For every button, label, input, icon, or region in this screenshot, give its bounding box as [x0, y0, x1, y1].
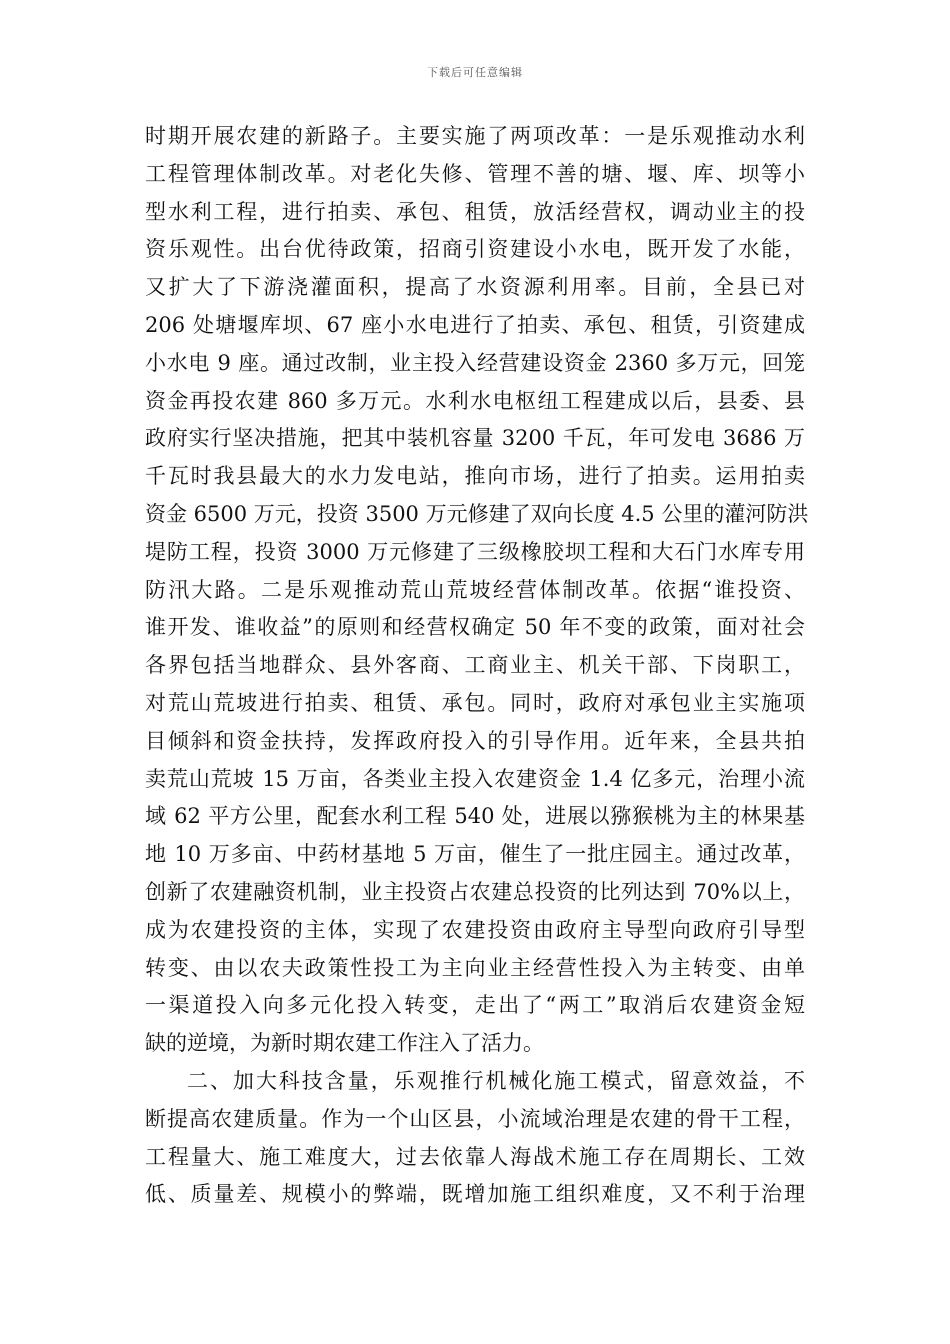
text-line: 二、加大科技含量，乐观推行机械化施工模式，留意效益，不 [187, 1068, 805, 1093]
text-line: 工程量大、施工难度大，过去依靠人海战术施工存在周期长、工效 [145, 1144, 805, 1169]
text-line: 地 10 万多亩、中药材基地 5 万亩，催生了一批庄园主。通过改革， [145, 842, 805, 867]
text-line: 型水利工程，进行拍卖、承包、租赁，放活经营权，调动业主的投 [145, 199, 805, 224]
text-line: 成为农建投资的主体，实现了农建投资由政府主导型向政府引导型 [145, 917, 805, 942]
text-line: 一渠道投入向多元化投入转变，走出了“两工”取消后农建资金短 [145, 993, 805, 1018]
text-line: 创新了农建融资机制，业主投资占农建总投资的比列达到 70%以上， [145, 879, 805, 904]
text-line: 千瓦时我县最大的水力发电站，推向市场，进行了拍卖。运用拍卖 [145, 464, 805, 489]
text-line: 政府实行坚决措施，把其中装机容量 3200 千瓦，年可发电 3686 万 [145, 426, 805, 451]
text-line: 卖荒山荒坡 15 万亩，各类业主投入农建资金 1.4 亿多元，治理小流 [145, 766, 805, 791]
text-line: 时期开展农建的新路子。主要实施了两项改革：一是乐观推动水利 [145, 124, 805, 148]
text-line: 工程管理体制改革。对老化失修、管理不善的塘、堰、库、坝等小 [145, 161, 805, 186]
text-line: 转变、由以农夫政策性投工为主向业主经营性投入为主转变、由单 [145, 955, 805, 980]
text-line: 各界包括当地群众、县外客商、工商业主、机关干部、下岗职工， [145, 653, 805, 678]
text-line: 域 62 平方公里，配套水利工程 540 处，进展以猕猴桃为主的林果基 [145, 804, 805, 829]
text-line: 堤防工程，投资 3000 万元修建了三级橡胶坝工程和大石门水库专用 [145, 539, 805, 564]
text-line: 断提高农建质量。作为一个山区县，小流域治理是农建的骨干工程， [145, 1106, 805, 1131]
text-line: 资金 6500 万元，投资 3500 万元修建了双向长度 4.5 公里的灌河防洪 [145, 501, 809, 526]
text-line: 防汛大路。二是乐观推动荒山荒坡经营体制改革。依据“谁投资、 [145, 577, 805, 602]
text-line: 对荒山荒坡进行拍卖、租赁、承包。同时，政府对承包业主实施项 [145, 690, 805, 715]
text-line: 又扩大了下游浇灌面积，提高了水资源利用率。目前，全县已对 [145, 275, 805, 300]
text-line: 低、质量差、规模小的弊端，既增加施工组织难度，又不利于治理 [145, 1182, 805, 1207]
text-line: 206 处塘堰库坝、67 座小水电进行了拍卖、承包、租赁，引资建成 [145, 312, 805, 337]
text-line: 小水电 9 座。通过改制，业主投入经营建设资金 2360 多万元，回笼 [145, 350, 805, 375]
document-body [145, 118, 809, 1214]
page-header: 下载后可任意编辑 [427, 66, 523, 79]
text-line: 缺的逆境，为新时期农建工作注入了活力。 [145, 1031, 544, 1056]
text-line: 资金再投农建 860 多万元。水利水电枢纽工程建成以后，县委、县 [145, 388, 805, 413]
text-line: 谁开发、谁收益”的原则和经营权确定 50 年不变的政策，面对社会 [145, 615, 805, 640]
text-line: 资乐观性。出台优待政策，招商引资建设小水电，既开发了水能， [145, 237, 805, 262]
text-line: 目倾斜和资金扶持，发挥政府投入的引导作用。近年来，全县共拍 [145, 728, 805, 753]
